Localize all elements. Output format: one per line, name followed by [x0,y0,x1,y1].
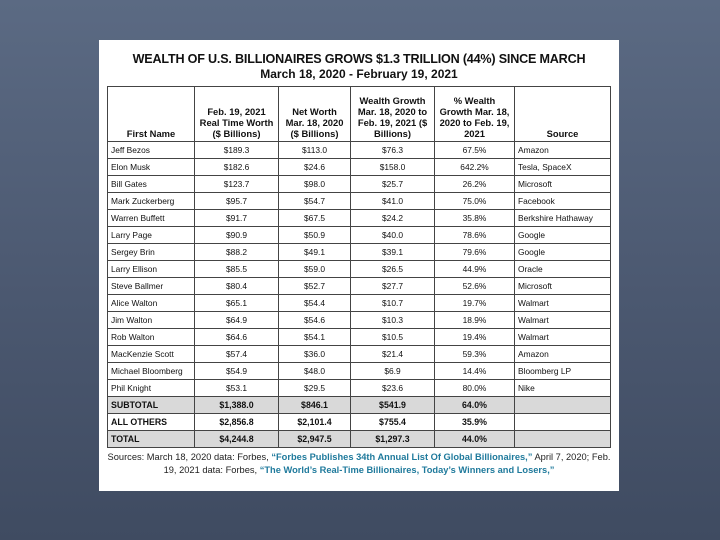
cell-name: ALL OTHERS [108,414,195,431]
cell-name: Warren Buffett [108,210,195,227]
cell-feb-worth: $57.4 [195,346,279,363]
cell-pct: 642.2% [435,159,515,176]
cell-source: Microsoft [515,176,611,193]
table-row [108,363,611,380]
cell-growth: $23.6 [351,380,435,397]
cell-pct: 26.2% [435,176,515,193]
cell-growth: $755.4 [351,414,435,431]
cell-mar-worth: $54.7 [279,193,351,210]
cell-growth: $24.2 [351,210,435,227]
cell-growth: $39.1 [351,244,435,261]
cell-feb-worth: $1,388.0 [195,397,279,414]
cell-name: Sergey Brin [108,244,195,261]
cell-growth: $21.4 [351,346,435,363]
cell-source: Walmart [515,312,611,329]
table-row [108,295,611,312]
cell-name: Mark Zuckerberg [108,193,195,210]
cell-pct: 59.3% [435,346,515,363]
sources-middle: April 7, 2020; Feb. 19, 2021 data: Forbes, [163,452,611,475]
cell-feb-worth: $4,244.8 [195,431,279,448]
table-row [108,312,611,329]
cell-mar-worth: $52.7 [279,278,351,295]
slide-card [99,40,619,491]
cell-mar-worth: $54.6 [279,312,351,329]
cell-pct: 80.0% [435,380,515,397]
summary-row [108,431,611,448]
cell-source: Amazon [515,142,611,159]
cell-mar-worth: $50.9 [279,227,351,244]
cell-pct: 35.9% [435,414,515,431]
cell-mar-worth: $24.6 [279,159,351,176]
cell-mar-worth: $2,101.4 [279,414,351,431]
cell-name: Larry Page [108,227,195,244]
cell-source: Berkshire Hathaway [515,210,611,227]
cell-growth: $541.9 [351,397,435,414]
sources-note [107,451,611,477]
table-row [108,380,611,397]
cell-pct: 19.7% [435,295,515,312]
cell-feb-worth: $189.3 [195,142,279,159]
cell-name: Bill Gates [108,176,195,193]
cell-pct: 79.6% [435,244,515,261]
cell-mar-worth: $54.1 [279,329,351,346]
cell-mar-worth: $59.0 [279,261,351,278]
cell-growth: $6.9 [351,363,435,380]
cell-growth: $1,297.3 [351,431,435,448]
cell-name: TOTAL [108,431,195,448]
cell-name: SUBTOTAL [108,397,195,414]
source-link-2[interactable]: “The World’s Real-Time Billionaires, Today’s Winners and Losers,” [259,465,555,475]
cell-pct: 18.9% [435,312,515,329]
cell-mar-worth: $846.1 [279,397,351,414]
summary-row [108,414,611,431]
cell-name: MacKenzie Scott [108,346,195,363]
cell-growth: $40.0 [351,227,435,244]
cell-source [515,397,611,414]
source-link-1[interactable]: “Forbes Publishes 34th Annual List Of Global Billionaires,” [271,452,533,462]
cell-feb-worth: $53.1 [195,380,279,397]
page-title: WEALTH OF U.S. BILLIONAIRES GROWS $1.3 TRILLION (44%) SINCE MARCH [132,52,586,66]
cell-feb-worth: $64.6 [195,329,279,346]
cell-growth: $10.5 [351,329,435,346]
cell-source [515,431,611,448]
cell-name: Steve Ballmer [108,278,195,295]
cell-feb-worth: $85.5 [195,261,279,278]
cell-pct: 78.6% [435,227,515,244]
table-row [108,244,611,261]
cell-growth: $26.5 [351,261,435,278]
table-row [108,278,611,295]
header-wealth-growth: Wealth Growth Mar. 18, 2020 to Feb. 19, 2021 ($ Billions) [351,87,435,142]
cell-feb-worth: $182.6 [195,159,279,176]
cell-name: Elon Musk [108,159,195,176]
cell-source: Nike [515,380,611,397]
cell-growth: $25.7 [351,176,435,193]
table-row [108,176,611,193]
cell-feb-worth: $64.9 [195,312,279,329]
header-pct-growth: % Wealth Growth Mar. 18, 2020 to Feb. 19, 2021 [435,87,515,142]
cell-source: Amazon [515,346,611,363]
cell-mar-worth: $98.0 [279,176,351,193]
cell-source: Google [515,227,611,244]
table-row [108,346,611,363]
cell-pct: 14.4% [435,363,515,380]
cell-name: Jim Walton [108,312,195,329]
cell-mar-worth: $54.4 [279,295,351,312]
summary-row [108,397,611,414]
cell-source: Google [515,244,611,261]
title-block [107,52,611,81]
cell-source: Tesla, SpaceX [515,159,611,176]
table-row [108,261,611,278]
cell-pct: 19.4% [435,329,515,346]
table-row [108,193,611,210]
cell-pct: 67.5% [435,142,515,159]
cell-feb-worth: $90.9 [195,227,279,244]
cell-feb-worth: $91.7 [195,210,279,227]
cell-feb-worth: $2,856.8 [195,414,279,431]
cell-source: Microsoft [515,278,611,295]
cell-pct: 75.0% [435,193,515,210]
cell-pct: 44.9% [435,261,515,278]
cell-pct: 64.0% [435,397,515,414]
cell-pct: 35.8% [435,210,515,227]
cell-mar-worth: $48.0 [279,363,351,380]
cell-mar-worth: $29.5 [279,380,351,397]
cell-feb-worth: $88.2 [195,244,279,261]
cell-feb-worth: $54.9 [195,363,279,380]
table-row [108,329,611,346]
table-row [108,210,611,227]
table-header-row [108,87,611,142]
cell-source: Oracle [515,261,611,278]
page-subtitle: March 18, 2020 - February 19, 2021 [260,67,458,81]
cell-source [515,414,611,431]
cell-pct: 44.0% [435,431,515,448]
cell-source: Walmart [515,329,611,346]
cell-mar-worth: $113.0 [279,142,351,159]
cell-mar-worth: $36.0 [279,346,351,363]
header-source: Source [515,87,611,142]
cell-growth: $10.7 [351,295,435,312]
cell-feb-worth: $123.7 [195,176,279,193]
cell-feb-worth: $65.1 [195,295,279,312]
cell-name: Michael Bloomberg [108,363,195,380]
cell-pct: 52.6% [435,278,515,295]
cell-name: Rob Walton [108,329,195,346]
cell-mar-worth: $67.5 [279,210,351,227]
cell-mar-worth: $49.1 [279,244,351,261]
billionaires-table [107,86,611,448]
cell-source: Walmart [515,295,611,312]
cell-name: Larry Ellison [108,261,195,278]
cell-name: Jeff Bezos [108,142,195,159]
header-mar-worth: Net Worth Mar. 18, 2020 ($ Billions) [279,87,351,142]
cell-name: Alice Walton [108,295,195,312]
cell-feb-worth: $80.4 [195,278,279,295]
cell-growth: $158.0 [351,159,435,176]
table-row [108,227,611,244]
cell-source: Bloomberg LP [515,363,611,380]
table-row [108,159,611,176]
cell-name: Phil Knight [108,380,195,397]
header-first-name: First Name [108,87,195,142]
cell-mar-worth: $2,947.5 [279,431,351,448]
cell-growth: $41.0 [351,193,435,210]
table-body [108,142,611,448]
sources-prefix: Sources: March 18, 2020 data: Forbes, [107,452,272,462]
cell-growth: $27.7 [351,278,435,295]
cell-feb-worth: $95.7 [195,193,279,210]
table-row [108,142,611,159]
cell-growth: $10.3 [351,312,435,329]
cell-source: Facebook [515,193,611,210]
header-feb-worth: Feb. 19, 2021 Real Time Worth ($ Billions) [195,87,279,142]
cell-growth: $76.3 [351,142,435,159]
